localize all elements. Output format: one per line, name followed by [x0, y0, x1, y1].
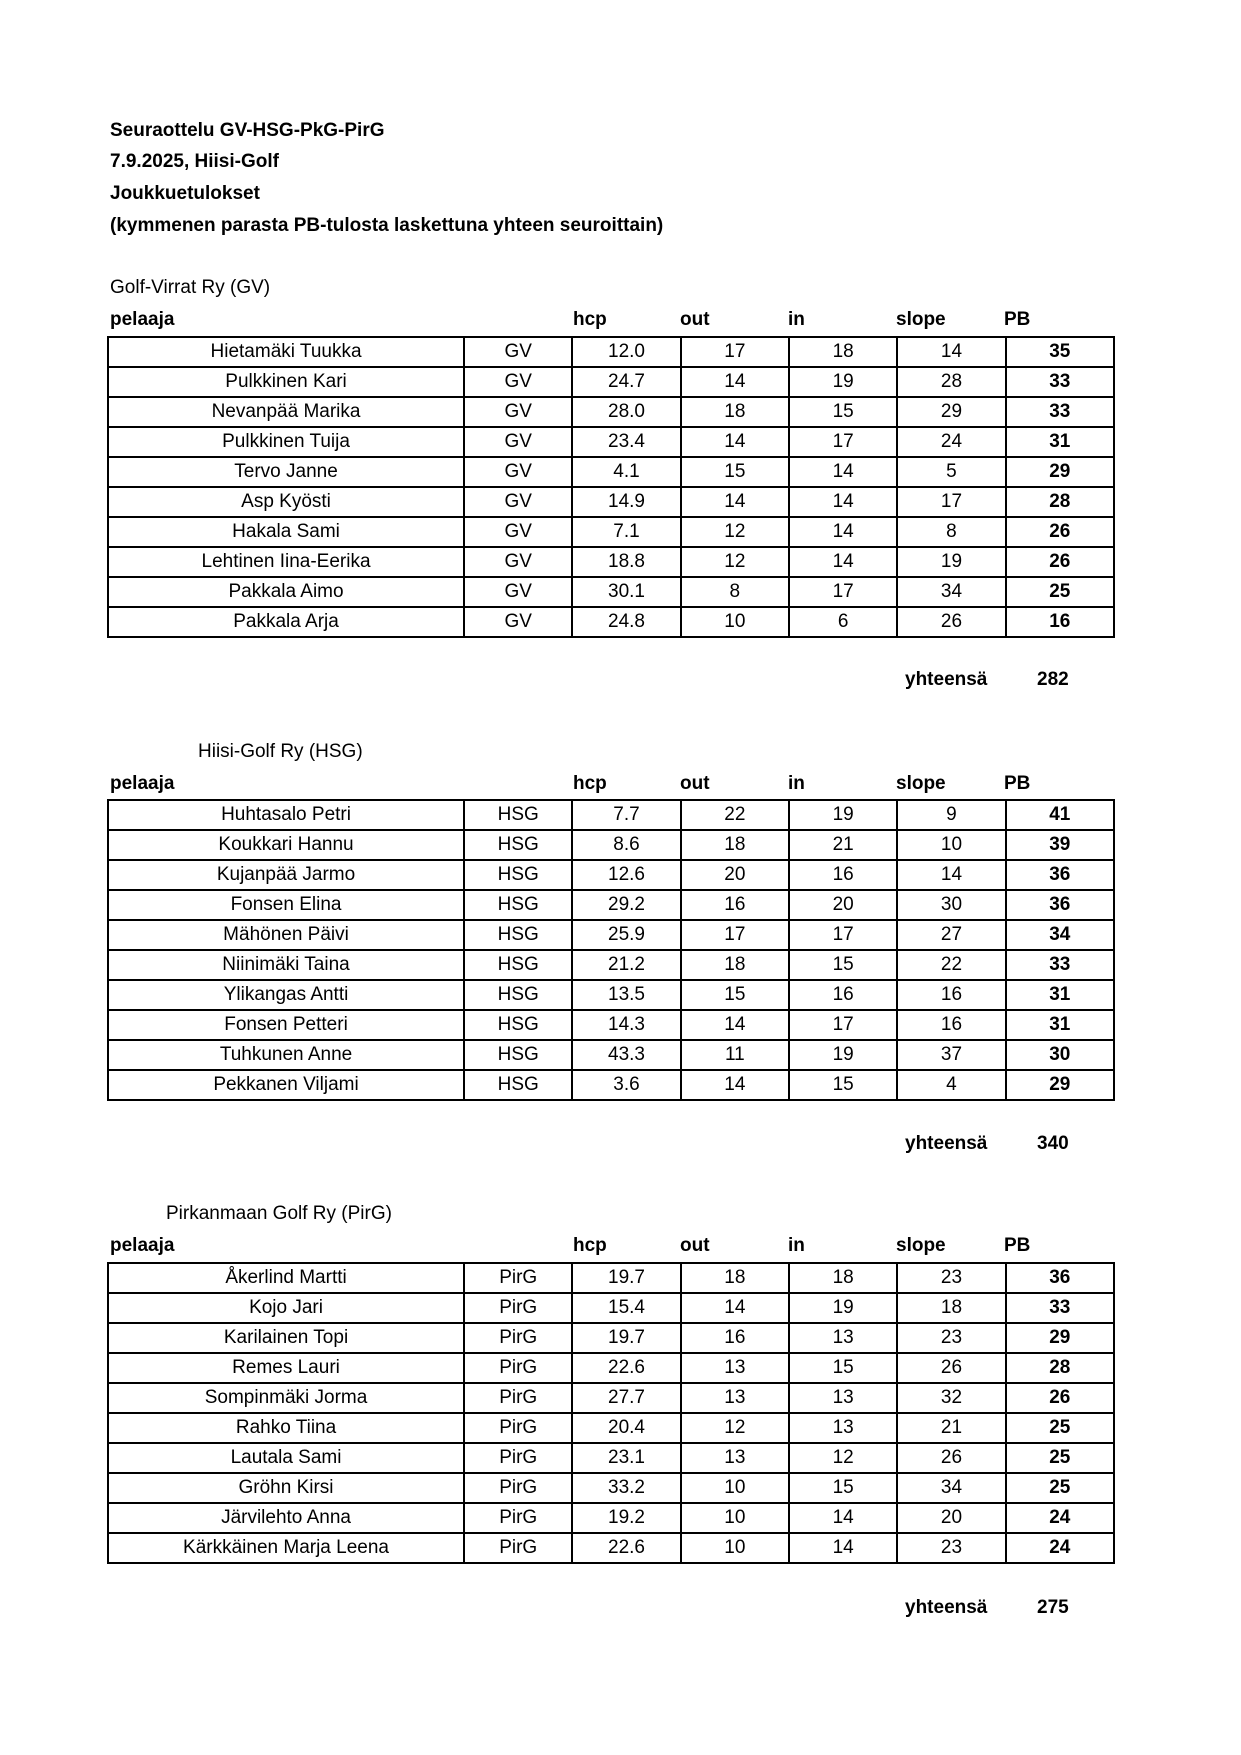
cell-pb: 25	[1006, 1473, 1114, 1503]
column-header-out: out	[680, 773, 710, 794]
cell-player-name: Gröhn Kirsi	[108, 1473, 464, 1503]
cell-player-name: Karilainen Topi	[108, 1323, 464, 1353]
cell-in: 14	[789, 547, 897, 577]
cell-in: 21	[789, 830, 897, 860]
cell-pb: 33	[1006, 1293, 1114, 1323]
table-row	[108, 337, 1114, 367]
table-row	[108, 1413, 1114, 1443]
column-headers	[110, 773, 1120, 797]
cell-slope: 22	[897, 950, 1005, 980]
cell-in: 17	[789, 427, 897, 457]
cell-club-code: PirG	[464, 1353, 572, 1383]
cell-hcp: 14.9	[572, 487, 680, 517]
cell-club-code: PirG	[464, 1503, 572, 1533]
cell-club-code: PirG	[464, 1383, 572, 1413]
cell-slope: 14	[897, 337, 1005, 367]
cell-out: 20	[681, 860, 789, 890]
column-header-player: pelaaja	[110, 1235, 175, 1256]
column-header-in: in	[788, 1235, 805, 1256]
cell-hcp: 7.1	[572, 517, 680, 547]
cell-out: 15	[681, 457, 789, 487]
cell-club-code: PirG	[464, 1473, 572, 1503]
cell-slope: 18	[897, 1293, 1005, 1323]
cell-hcp: 18.8	[572, 547, 680, 577]
cell-pb: 31	[1006, 980, 1114, 1010]
cell-club-code: PirG	[464, 1293, 572, 1323]
cell-in: 13	[789, 1383, 897, 1413]
cell-pb: 29	[1006, 1070, 1114, 1100]
cell-player-name: Lehtinen Iina-Eerika	[108, 547, 464, 577]
table-row	[108, 1010, 1114, 1040]
cell-out: 22	[681, 800, 789, 830]
cell-in: 18	[789, 337, 897, 367]
cell-in: 18	[789, 1263, 897, 1293]
cell-pb: 26	[1006, 1383, 1114, 1413]
cell-player-name: Huhtasalo Petri	[108, 800, 464, 830]
cell-pb: 26	[1006, 547, 1114, 577]
column-header-hcp: hcp	[573, 773, 607, 794]
cell-slope: 23	[897, 1533, 1005, 1563]
cell-hcp: 27.7	[572, 1383, 680, 1413]
club-name: Golf-Virrat Ry (GV)	[110, 277, 271, 298]
cell-hcp: 12.6	[572, 860, 680, 890]
cell-pb: 24	[1006, 1503, 1114, 1533]
column-header-in: in	[788, 773, 805, 794]
cell-hcp: 25.9	[572, 920, 680, 950]
column-header-slope: slope	[896, 773, 946, 794]
cell-pb: 36	[1006, 1263, 1114, 1293]
table-row	[108, 397, 1114, 427]
cell-pb: 24	[1006, 1533, 1114, 1563]
cell-club-code: HSG	[464, 1010, 572, 1040]
column-headers	[110, 309, 1120, 333]
table-row	[108, 457, 1114, 487]
cell-player-name: Tervo Janne	[108, 457, 464, 487]
table-row	[108, 1443, 1114, 1473]
cell-player-name: Sompinmäki Jorma	[108, 1383, 464, 1413]
cell-out: 13	[681, 1383, 789, 1413]
results-table	[107, 336, 1115, 638]
cell-player-name: Mähönen Päivi	[108, 920, 464, 950]
cell-player-name: Niinimäki Taina	[108, 950, 464, 980]
cell-out: 18	[681, 397, 789, 427]
cell-out: 10	[681, 607, 789, 637]
cell-club-code: GV	[464, 517, 572, 547]
cell-out: 14	[681, 427, 789, 457]
cell-player-name: Järvilehto Anna	[108, 1503, 464, 1533]
cell-in: 14	[789, 487, 897, 517]
table-row	[108, 1040, 1114, 1070]
cell-club-code: PirG	[464, 1413, 572, 1443]
cell-pb: 31	[1006, 427, 1114, 457]
total-value: 340	[1037, 1133, 1069, 1154]
cell-out: 15	[681, 980, 789, 1010]
table-row	[108, 920, 1114, 950]
cell-out: 13	[681, 1443, 789, 1473]
cell-player-name: Lautala Sami	[108, 1443, 464, 1473]
column-header-player: pelaaja	[110, 773, 175, 794]
cell-in: 20	[789, 890, 897, 920]
cell-player-name: Pakkala Aimo	[108, 577, 464, 607]
table-row	[108, 487, 1114, 517]
cell-hcp: 22.6	[572, 1353, 680, 1383]
cell-slope: 23	[897, 1263, 1005, 1293]
column-header-hcp: hcp	[573, 1235, 607, 1256]
cell-out: 17	[681, 920, 789, 950]
cell-hcp: 23.4	[572, 427, 680, 457]
cell-slope: 21	[897, 1413, 1005, 1443]
cell-slope: 17	[897, 487, 1005, 517]
cell-hcp: 7.7	[572, 800, 680, 830]
cell-player-name: Pekkanen Viljami	[108, 1070, 464, 1100]
cell-club-code: GV	[464, 367, 572, 397]
table-row	[108, 427, 1114, 457]
cell-in: 13	[789, 1413, 897, 1443]
column-header-hcp: hcp	[573, 309, 607, 330]
cell-slope: 29	[897, 397, 1005, 427]
cell-pb: 30	[1006, 1040, 1114, 1070]
cell-pb: 39	[1006, 830, 1114, 860]
table-row	[108, 1353, 1114, 1383]
club-name: Hiisi-Golf Ry (HSG)	[198, 741, 363, 762]
cell-slope: 27	[897, 920, 1005, 950]
cell-club-code: HSG	[464, 950, 572, 980]
cell-club-code: HSG	[464, 800, 572, 830]
cell-slope: 10	[897, 830, 1005, 860]
cell-slope: 9	[897, 800, 1005, 830]
cell-hcp: 14.3	[572, 1010, 680, 1040]
cell-hcp: 33.2	[572, 1473, 680, 1503]
table-row	[108, 547, 1114, 577]
cell-in: 14	[789, 1503, 897, 1533]
table-row	[108, 607, 1114, 637]
cell-in: 14	[789, 457, 897, 487]
cell-out: 14	[681, 487, 789, 517]
cell-in: 15	[789, 397, 897, 427]
results-note: (kymmenen parasta PB-tulosta laskettuna yhteen seuroittain)	[110, 215, 664, 236]
cell-slope: 14	[897, 860, 1005, 890]
results-table	[107, 799, 1115, 1101]
total-label: yhteensä	[905, 1597, 988, 1618]
cell-pb: 36	[1006, 890, 1114, 920]
cell-in: 19	[789, 800, 897, 830]
cell-player-name: Fonsen Petteri	[108, 1010, 464, 1040]
cell-player-name: Fonsen Elina	[108, 890, 464, 920]
cell-player-name: Hakala Sami	[108, 517, 464, 547]
column-header-pb: PB	[1004, 309, 1031, 330]
cell-out: 10	[681, 1503, 789, 1533]
cell-slope: 20	[897, 1503, 1005, 1533]
table-row	[108, 1323, 1114, 1353]
cell-slope: 26	[897, 607, 1005, 637]
cell-slope: 16	[897, 980, 1005, 1010]
cell-club-code: GV	[464, 337, 572, 367]
column-headers	[110, 1235, 1120, 1259]
table-row	[108, 950, 1114, 980]
cell-out: 16	[681, 1323, 789, 1353]
cell-pb: 29	[1006, 457, 1114, 487]
cell-player-name: Asp Kyösti	[108, 487, 464, 517]
cell-out: 10	[681, 1473, 789, 1503]
column-header-player: pelaaja	[110, 309, 175, 330]
cell-pb: 33	[1006, 950, 1114, 980]
cell-out: 14	[681, 1293, 789, 1323]
cell-player-name: Koukkari Hannu	[108, 830, 464, 860]
cell-pb: 41	[1006, 800, 1114, 830]
cell-in: 17	[789, 577, 897, 607]
cell-hcp: 23.1	[572, 1443, 680, 1473]
cell-in: 6	[789, 607, 897, 637]
cell-out: 8	[681, 577, 789, 607]
cell-club-code: GV	[464, 427, 572, 457]
table-row	[108, 577, 1114, 607]
cell-pb: 28	[1006, 487, 1114, 517]
cell-club-code: GV	[464, 607, 572, 637]
cell-club-code: GV	[464, 487, 572, 517]
cell-hcp: 4.1	[572, 457, 680, 487]
match-title: Seuraottelu GV-HSG-PkG-PirG	[110, 120, 385, 141]
table-row	[108, 1503, 1114, 1533]
cell-in: 14	[789, 1533, 897, 1563]
cell-hcp: 19.7	[572, 1323, 680, 1353]
cell-hcp: 8.6	[572, 830, 680, 860]
cell-club-code: GV	[464, 547, 572, 577]
cell-hcp: 3.6	[572, 1070, 680, 1100]
total-label: yhteensä	[905, 1133, 988, 1154]
cell-club-code: HSG	[464, 1040, 572, 1070]
table-row	[108, 890, 1114, 920]
cell-pb: 16	[1006, 607, 1114, 637]
cell-pb: 33	[1006, 397, 1114, 427]
total-label: yhteensä	[905, 669, 988, 690]
results-table	[107, 1262, 1115, 1564]
column-header-pb: PB	[1004, 773, 1031, 794]
cell-hcp: 43.3	[572, 1040, 680, 1070]
cell-out: 14	[681, 1070, 789, 1100]
cell-out: 11	[681, 1040, 789, 1070]
cell-club-code: GV	[464, 457, 572, 487]
cell-out: 16	[681, 890, 789, 920]
cell-in: 17	[789, 920, 897, 950]
cell-pb: 31	[1006, 1010, 1114, 1040]
cell-in: 19	[789, 367, 897, 397]
column-header-pb: PB	[1004, 1235, 1031, 1256]
cell-pb: 36	[1006, 860, 1114, 890]
cell-in: 17	[789, 1010, 897, 1040]
cell-pb: 26	[1006, 517, 1114, 547]
cell-in: 15	[789, 1070, 897, 1100]
cell-hcp: 15.4	[572, 1293, 680, 1323]
cell-pb: 34	[1006, 920, 1114, 950]
table-row	[108, 1533, 1114, 1563]
cell-player-name: Ylikangas Antti	[108, 980, 464, 1010]
cell-hcp: 21.2	[572, 950, 680, 980]
club-name: Pirkanmaan Golf Ry (PirG)	[166, 1203, 392, 1224]
table-row	[108, 980, 1114, 1010]
cell-slope: 23	[897, 1323, 1005, 1353]
cell-club-code: HSG	[464, 890, 572, 920]
cell-hcp: 29.2	[572, 890, 680, 920]
total-value: 282	[1037, 669, 1069, 690]
cell-out: 14	[681, 367, 789, 397]
table-row	[108, 517, 1114, 547]
cell-player-name: Remes Lauri	[108, 1353, 464, 1383]
cell-club-code: HSG	[464, 1070, 572, 1100]
cell-hcp: 13.5	[572, 980, 680, 1010]
cell-slope: 32	[897, 1383, 1005, 1413]
cell-out: 17	[681, 337, 789, 367]
cell-slope: 34	[897, 577, 1005, 607]
cell-slope: 30	[897, 890, 1005, 920]
cell-slope: 34	[897, 1473, 1005, 1503]
cell-player-name: Pulkkinen Tuija	[108, 427, 464, 457]
table-row	[108, 1383, 1114, 1413]
cell-slope: 19	[897, 547, 1005, 577]
column-header-slope: slope	[896, 1235, 946, 1256]
cell-hcp: 20.4	[572, 1413, 680, 1443]
results-heading: Joukkuetulokset	[110, 183, 260, 204]
cell-player-name: Kojo Jari	[108, 1293, 464, 1323]
column-header-out: out	[680, 309, 710, 330]
cell-pb: 25	[1006, 1413, 1114, 1443]
cell-in: 19	[789, 1293, 897, 1323]
cell-hcp: 30.1	[572, 577, 680, 607]
cell-out: 12	[681, 547, 789, 577]
cell-in: 12	[789, 1443, 897, 1473]
cell-pb: 29	[1006, 1323, 1114, 1353]
cell-out: 12	[681, 1413, 789, 1443]
cell-club-code: HSG	[464, 860, 572, 890]
column-header-in: in	[788, 309, 805, 330]
cell-hcp: 22.6	[572, 1533, 680, 1563]
cell-slope: 4	[897, 1070, 1005, 1100]
cell-slope: 37	[897, 1040, 1005, 1070]
cell-club-code: HSG	[464, 980, 572, 1010]
cell-in: 15	[789, 1353, 897, 1383]
cell-slope: 24	[897, 427, 1005, 457]
cell-club-code: PirG	[464, 1263, 572, 1293]
cell-player-name: Åkerlind Martti	[108, 1263, 464, 1293]
cell-slope: 26	[897, 1353, 1005, 1383]
cell-club-code: PirG	[464, 1533, 572, 1563]
cell-hcp: 19.7	[572, 1263, 680, 1293]
column-header-slope: slope	[896, 309, 946, 330]
cell-in: 19	[789, 1040, 897, 1070]
cell-player-name: Kujanpää Jarmo	[108, 860, 464, 890]
cell-player-name: Pakkala Arja	[108, 607, 464, 637]
cell-in: 13	[789, 1323, 897, 1353]
table-row	[108, 1473, 1114, 1503]
match-date-venue: 7.9.2025, Hiisi-Golf	[110, 151, 279, 172]
cell-hcp: 12.0	[572, 337, 680, 367]
table-row	[108, 367, 1114, 397]
cell-slope: 28	[897, 367, 1005, 397]
cell-player-name: Pulkkinen Kari	[108, 367, 464, 397]
cell-out: 14	[681, 1010, 789, 1040]
table-row	[108, 860, 1114, 890]
cell-club-code: HSG	[464, 830, 572, 860]
cell-pb: 35	[1006, 337, 1114, 367]
cell-pb: 28	[1006, 1353, 1114, 1383]
cell-pb: 33	[1006, 367, 1114, 397]
cell-in: 16	[789, 980, 897, 1010]
cell-out: 18	[681, 1263, 789, 1293]
cell-hcp: 24.7	[572, 367, 680, 397]
cell-slope: 26	[897, 1443, 1005, 1473]
cell-in: 16	[789, 860, 897, 890]
cell-club-code: GV	[464, 577, 572, 607]
cell-slope: 8	[897, 517, 1005, 547]
column-header-out: out	[680, 1235, 710, 1256]
table-row	[108, 800, 1114, 830]
cell-club-code: PirG	[464, 1323, 572, 1353]
cell-pb: 25	[1006, 1443, 1114, 1473]
total-value: 275	[1037, 1597, 1069, 1618]
table-row	[108, 1293, 1114, 1323]
cell-out: 13	[681, 1353, 789, 1383]
cell-out: 18	[681, 950, 789, 980]
table-row	[108, 1070, 1114, 1100]
cell-player-name: Kärkkäinen Marja Leena	[108, 1533, 464, 1563]
cell-slope: 5	[897, 457, 1005, 487]
cell-in: 15	[789, 950, 897, 980]
cell-player-name: Rahko Tiina	[108, 1413, 464, 1443]
cell-slope: 16	[897, 1010, 1005, 1040]
cell-hcp: 19.2	[572, 1503, 680, 1533]
cell-club-code: HSG	[464, 920, 572, 950]
cell-out: 12	[681, 517, 789, 547]
cell-in: 14	[789, 517, 897, 547]
cell-out: 10	[681, 1533, 789, 1563]
cell-hcp: 28.0	[572, 397, 680, 427]
cell-club-code: GV	[464, 397, 572, 427]
cell-player-name: Tuhkunen Anne	[108, 1040, 464, 1070]
cell-in: 15	[789, 1473, 897, 1503]
cell-hcp: 24.8	[572, 607, 680, 637]
table-row	[108, 1263, 1114, 1293]
table-row	[108, 830, 1114, 860]
cell-player-name: Hietamäki Tuukka	[108, 337, 464, 367]
cell-pb: 25	[1006, 577, 1114, 607]
cell-player-name: Nevanpää Marika	[108, 397, 464, 427]
cell-out: 18	[681, 830, 789, 860]
cell-club-code: PirG	[464, 1443, 572, 1473]
